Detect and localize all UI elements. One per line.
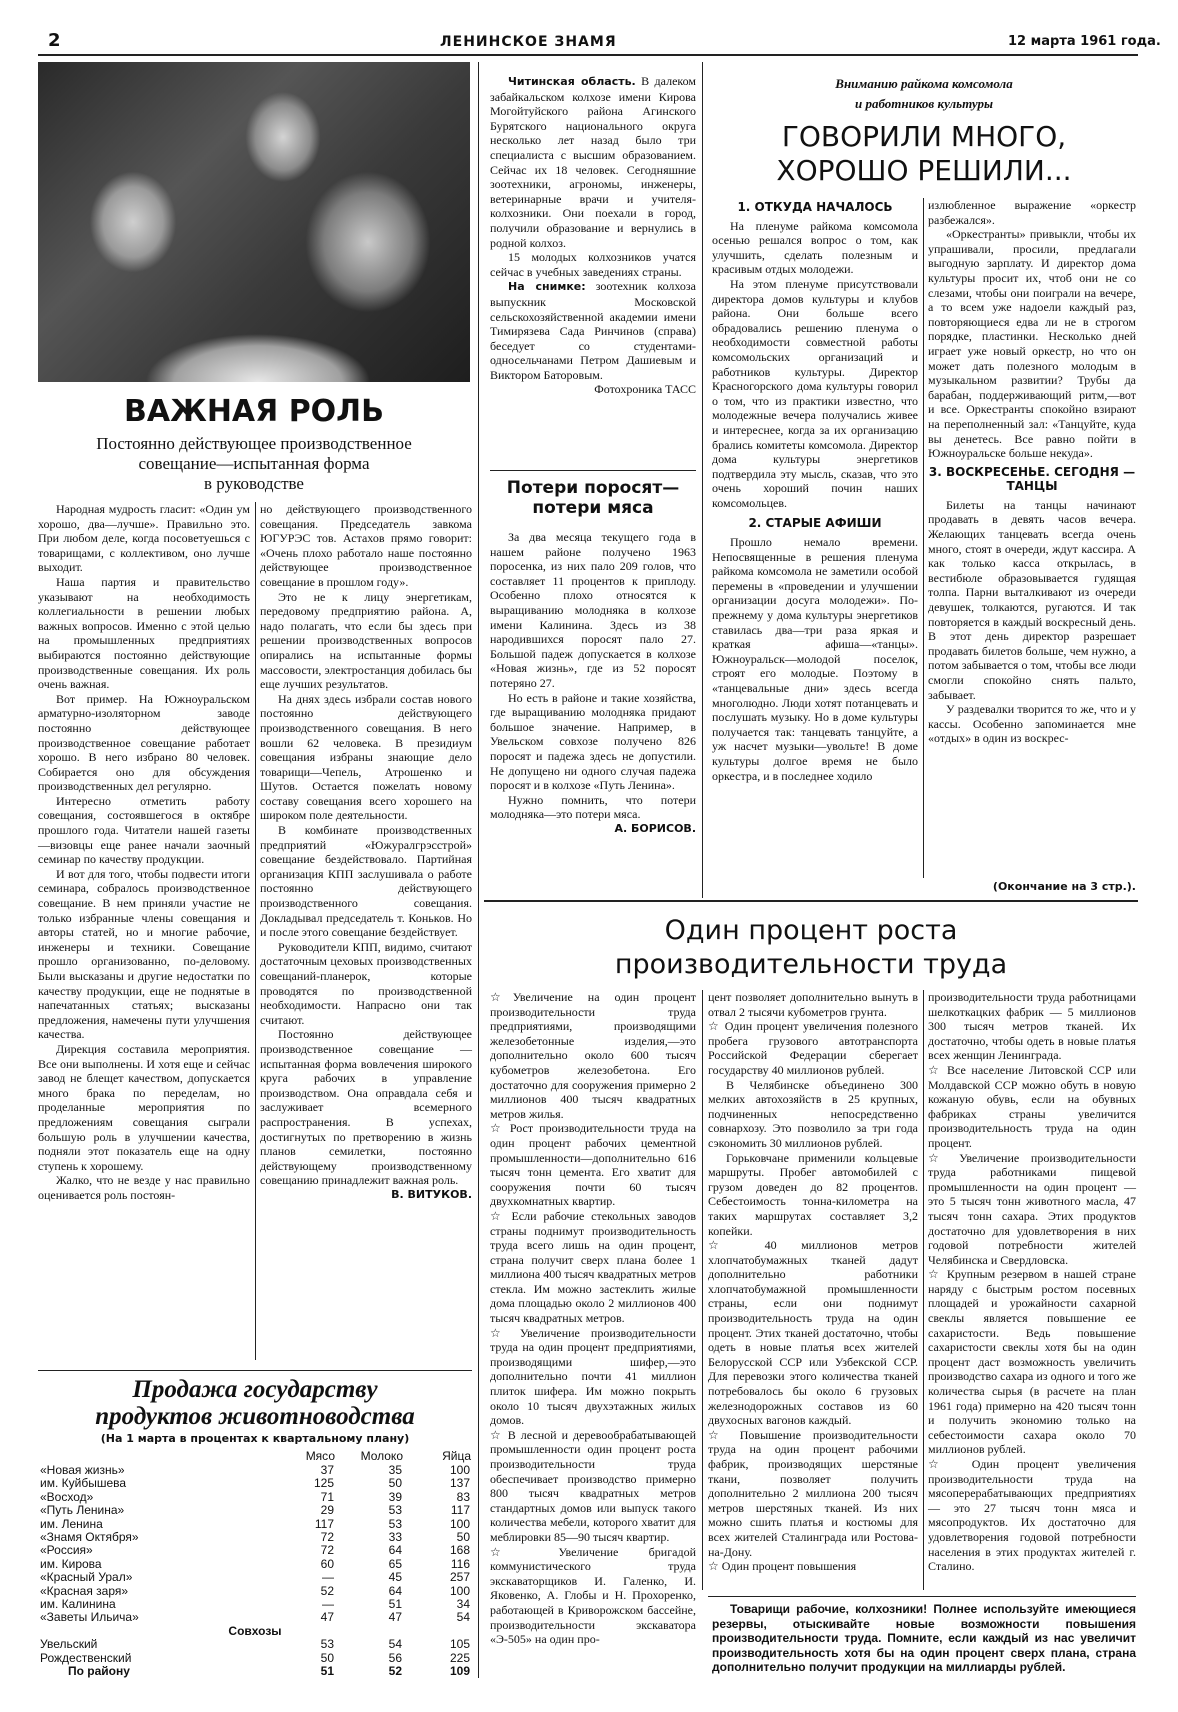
cell-value: 52 <box>388 1664 402 1679</box>
paragraph: В комбинате производственных предприятий «Южуралгрэсстрой» совещание бездействовало. Партийная организация КПП заслушивала о работе постоянно действующего производственного совещания. Докладывал председатель т. Коньков. Но и после этого совещание бездействует. <box>260 823 472 940</box>
table-row <box>38 1477 472 1490</box>
article-subtitle <box>38 434 470 494</box>
cell-value: 39 <box>388 1489 402 1504</box>
vazhnaya-column-1 <box>38 502 250 1360</box>
farm-name: «Красный Урал» <box>40 1570 133 1585</box>
article-title-poteri <box>490 478 696 518</box>
paragraph: Дирекция составила мероприятия. Все они выполнены. И хотя еще и сейчас завод не блещет качеством, допускается много брака по переделам, но проделанные мероприятия по предложениям совещания сыграли большую роль в улучшении качества, подняли этот показатель еще на одну ступень к хорошему. <box>38 1041 250 1173</box>
dateline: Читинская область. <box>508 75 636 88</box>
farm-name: Рождественский <box>40 1650 132 1665</box>
odin-column-2 <box>708 990 918 1590</box>
title-line: производительности труда <box>614 949 1008 980</box>
cell-value: 53 <box>388 1516 402 1531</box>
paragraph: ☆ Один процент повышения <box>708 1559 857 1574</box>
odin-column-1 <box>490 990 696 1647</box>
table-row <box>38 1504 472 1517</box>
table-row <box>38 1571 472 1584</box>
news-photo <box>38 62 470 382</box>
article-author: А. БОРИСОВ. <box>614 821 696 835</box>
farm-name: им. Куйбышева <box>40 1476 127 1491</box>
paragraph: В Челябинске объединено 300 мелких автохозяйств в 25 крупных, подчиненных непосредственно совнархозу. Это позволило за три года сэкономить 30 миллионов рублей. <box>708 1077 918 1150</box>
article-title-govorili <box>712 120 1136 188</box>
section-heading: 2. СТАРЫЕ АФИШИ <box>748 516 882 531</box>
section-rule <box>38 1370 472 1371</box>
table-row <box>38 1464 472 1477</box>
caption-text: зоотехник колхоза выпускник Московской сельскохозяйственной академии имени Тимирязева Сада Ринчинов (справа) беседует со студентами-односельчанами Петром Дашиевым и Виктором Баторовым. <box>490 279 697 382</box>
paragraph: ☆ Увеличение производительности труда на один процент предприятиями, производящими шифер,—это дополнительно почти 41 миллион плиток шифера. Им можно покрыть около 10 тысяч двухэтажных жилых домов. <box>490 1325 696 1428</box>
paragraph: На пленуме райкома комсомола осенью решался вопрос о том, как улучшить, сделать полезным и красивым отдых молодежи. <box>712 218 918 277</box>
column-header: Яйца <box>442 1449 471 1463</box>
cell-value: 64 <box>388 1583 402 1598</box>
cell-value: 117 <box>450 1503 470 1518</box>
cell-value: 51 <box>320 1664 334 1679</box>
table-row <box>38 1652 472 1665</box>
title-line: ГОВОРИЛИ МНОГО, <box>781 120 1067 153</box>
caption-lead: На снимке: <box>508 280 586 294</box>
paragraph: Это не к лицу энергетикам, передовому предприятию района. А, надо полагать, что если бы здесь при решении производственных вопросов опирались на испытанные формы массовости, электростанция добилась бы еще лучших результатов. <box>260 589 472 692</box>
table-total-row <box>38 1665 472 1678</box>
paragraph: Прошло немало времени. Непосвященные в решения пленума райкома комсомола не заметили особой перемены в «проведении и улучшении организации досуга молодежи». По-прежнему у дома культуры энергетиков ставилась два—три раза яркая и краткая афиша—«танцы». Южноуральск—молодой поселок, строят его молодые. Поэтому в «танцевальные дни» здесь всегда многолюдно. Люди хотят потанцевать и послушать музыку. Но в доме культуры получается так: танцевать танцуйте, а уж насчет музыки—увольте! В доме культуры долгое время не было оркестра, и в последнее ходило <box>712 535 918 783</box>
paragraph: но действующего производственного совещания. Председатель завкома ЮГУРЭС тов. Астахов прямо говорит: «Очень плохо работало наше постоянно действующее производственное совещание в прошлом году». <box>260 502 472 589</box>
photo-credit: Фотохроника ТАСС <box>594 382 696 397</box>
table-row <box>38 1598 472 1611</box>
paragraph: Но есть в районе и такие хозяйства, где выращиванию молодняка придают большое значение. Например, в Увельском совхозе получено 826 поросят и падежа здесь не допустили. Не допущено ни одного случая падежа поросят и в колхозе «Путь Ленина». <box>490 690 696 793</box>
issue-date: 12 марта 1961 года. <box>1008 34 1161 49</box>
paragraph: Народная мудрость гласит: «Один ум хорошо, два—лучше». Правильно это. При любом деле, когда посоветуешься с товарищами, с коллективом, оно лучше выходит. <box>38 502 250 575</box>
cell-value: 37 <box>320 1463 334 1477</box>
farm-name: «Восход» <box>40 1489 94 1504</box>
cell-value: 54 <box>456 1610 470 1625</box>
cell-value: 117 <box>314 1516 334 1531</box>
column-rule <box>702 990 703 1590</box>
paragraph: ☆ Все население Литовской ССР или Молдавской ССР можно обуть в новую кожаную обувь, если на обувных фабриках страны увеличится производительность труда на один процент. <box>928 1062 1136 1150</box>
farm-name: им. Кирова <box>40 1556 102 1571</box>
title-line: потери мяса <box>532 498 654 518</box>
paragraph: ☆ В лесной и деревообрабатывающей промышленности один процент роста производительности труда обеспечивает производство примерно 800 тысяч квадратных метров стандартных домов или выпуск такого количества мебели, которого хватит для меблировки 85—90 тысяч квартир. <box>490 1427 696 1544</box>
column-rule <box>478 62 479 1678</box>
cell-value: 125 <box>313 1476 334 1491</box>
farm-name: «Знамя Октября» <box>40 1530 139 1545</box>
chita-article <box>490 74 696 464</box>
cell-value: 257 <box>449 1570 470 1585</box>
table-row <box>38 1491 472 1504</box>
paragraph: ☆Увеличение на один процент производительности труда предприятиями, производящими железобетонные изделия,—это дополнительно около 600 тысяч кубометров железобетона. Его достаточно для сооружения примерно 2 миллионов 400 тысяч квадратных метров жилья. <box>490 990 696 1121</box>
paragraph: ☆ 40 миллионов метров хлопчатобумажных тканей дадут дополнительно работники хлопчатобумажной промышленности страны, если они поднимут производительность труда на один процент. Этих тканей достаточно, чтобы одеть в новые платья всех жителей Белорусской ССР или Узбекской ССР. Для перевозки этого количества тканей потребовалось бы около 6 грузовых железнодорожных составов из 60 двухосных вагонов каждый. <box>708 1238 918 1428</box>
subtitle-line: в руководстве <box>204 474 304 493</box>
cell-value: 47 <box>320 1610 334 1625</box>
table-row <box>38 1531 472 1544</box>
paragraph: Руководители КПП, видимо, считают достаточным цеховых производственных совещаний-планерок, которые проводятся по производственной необходимости. Напрасно они так считают. <box>260 939 472 1027</box>
cell-value: 52 <box>320 1583 334 1598</box>
photo-caption <box>490 279 696 382</box>
column-rule <box>923 990 924 1590</box>
cell-value: 105 <box>449 1637 470 1652</box>
cell-value: — <box>322 1570 334 1585</box>
govorili-column-2 <box>928 198 1136 848</box>
cell-value: 64 <box>388 1543 402 1558</box>
subtitle-line: Постоянно действующее производственное <box>96 434 412 453</box>
cell-value: — <box>322 1597 334 1612</box>
cell-value: 71 <box>320 1489 334 1504</box>
continued-note: (Окончание на 3 стр.). <box>992 880 1136 893</box>
farm-name: им. Ленина <box>40 1516 103 1531</box>
section-rule <box>708 1596 1136 1597</box>
farm-name: «Путь Ленина» <box>40 1503 125 1518</box>
paragraph: На днях здесь избрали состав нового постоянно действующего производственного совещания. В него вошли 62 человека. В президиум совещания избраны знающие дело товарищи—Чепель, Атрошенко и Шутов. Остается пожелать новому составу совещания всего хорошего на широком поле деятельности. <box>260 691 472 823</box>
cell-value: 51 <box>388 1597 402 1612</box>
paragraph: ☆ Увеличение бригадой коммунистического труда экскаваторщиков И. Галенко, И. Яковенко, А. Глобы и Н. Прохоренко, работающей в Криворожском бассейне, производительности экскаватора «Э-505» на один про- <box>490 1544 696 1647</box>
kicker <box>712 74 1136 114</box>
paragraph: На этом пленуме присутствовали директора домов культуры и клубов района. Они больше всего обрадовались решению пленума о необходимости совместной работы комсомольских организаций и работников культуры. Директор Красногорского дома культуры говорил о том, что из практики известно, что молодежные вечера получались живее и интереснее, когда за их организацию брались комитеты комсомола. Директор дома культуры энергетиков подтвердила эту мысль, сказав, что это очень хороший почин наших комсомольцев. <box>712 276 918 510</box>
masthead-rule <box>38 54 1138 56</box>
govorili-column-1 <box>712 198 918 898</box>
table-title <box>38 1376 472 1430</box>
cell-value: 50 <box>456 1530 470 1545</box>
cell-value: 100 <box>449 1516 470 1531</box>
cell-value: 65 <box>388 1556 402 1571</box>
cell-value: 53 <box>320 1637 334 1652</box>
cell-value: 47 <box>388 1610 402 1625</box>
paragraph: И вот для того, чтобы подвести итоги семинара, собралось производственное совещание. В нем приняли участие не только избранные члены совещания и авторы статей, но и многие рабочие, инженеры и техники. Совещание прошло организованно, по-деловому. Были высказаны и другие недостатки по качеству продукции, еще не поднятые в напечатанных статьях; высказаны предложения, намечены пути улучшения качества. <box>38 866 250 1042</box>
table-group-row <box>38 1625 472 1638</box>
paragraph <box>490 74 696 250</box>
column-rule <box>923 198 924 878</box>
paragraph: Наша партия и правительство указывают на необходимость коллегиальности в решении любых важных вопросов. Именно с этой целью на промышленных предприятиях выбираются постоянно действующие производственные совещания. Их роль очень важная. <box>38 574 250 692</box>
cell-value: 100 <box>449 1463 470 1477</box>
cell-value: 83 <box>456 1489 470 1504</box>
section-heading: 1. ОТКУДА НАЧАЛОСЬ <box>737 200 893 214</box>
table-row <box>38 1558 472 1571</box>
paragraph: Интересно отметить работу совещания, состоявшегося в октябре прошлого года. Читатели нашей газеты—визовцы еще ранее начали заочный семинар по качеству продукции. <box>38 793 250 867</box>
farm-name: «Новая жизнь» <box>40 1463 125 1477</box>
column-header: Молоко <box>360 1449 403 1463</box>
paragraph: ☆ Увеличение производительности труда работниками пищевой промышленности на один процент — это 5 тысяч тонн животного масла, 47 тысяч тонн сахара. Этих продуктов достаточно для удовлетворения в них годовой потребности жителей Челябинска и Свердловска. <box>928 1150 1136 1267</box>
newspaper-name: ЛЕНИНСКОЕ ЗНАМЯ <box>440 34 617 50</box>
paragraph: производительности труда работницами шелкоткацких фабрик — 5 миллионов 300 тысяч метров тканей. Их достаточно, чтобы одеть в новые платья всех женщин Ленинграда. <box>928 990 1136 1063</box>
cell-value: 100 <box>449 1583 470 1598</box>
page-number: 2 <box>48 30 61 51</box>
cell-value: 50 <box>320 1650 334 1665</box>
vazhnaya-column-2 <box>260 502 472 1360</box>
table-header-row <box>38 1448 472 1464</box>
column-rule <box>702 62 703 898</box>
paragraph: 15 молодых колхозников учатся сейчас в учебных заведениях страны. <box>490 250 696 279</box>
paragraph: Вот пример. На Южноуральском арматурно-изоляторном заводе постоянно действующее производственное совещание работает хорошо. В него избрано 80 человек. Собирается оно для обсуждения производственных дел регулярно. <box>38 691 250 794</box>
paragraph: Нужно помнить, что потери молодняка—это потери мяса. <box>490 792 696 822</box>
section-heading: 3. ВОСКРЕСЕНЬЕ. СЕГОДНЯ — ТАНЦЫ <box>928 464 1136 494</box>
cell-value: 45 <box>388 1570 402 1585</box>
cell-value: 54 <box>388 1637 402 1652</box>
paragraph: «Оркестранты» привыкли, чтобы их упрашивали, просили, предлагали выгодную зарплату. И директор дома культуры просит их, чтоб они не со слезами, чтобы они поиграли на вечере, а то всем уже надоели каждый раз, повторяющиеся едва ли не в строгом порядке, пластинки. Несколько дней играет уже новый оркестр, но что он может дать полезного молодым в музыкальном развитии? Трубы да барабан, поддерживающий ритм,—вот и все. Оркестранты спокойно взирают на переполненный зал: «Танцуйте, куда вы денетесь. Все равно пойти в Южноуральске больше некуда». <box>928 227 1136 461</box>
table-row <box>38 1638 472 1651</box>
paragraph: ☆ Рост производительности труда на один процент рабочих цементной промышленности—дополнительно 616 тысяч тонн цемента. Его хватит для сооружения почти 60 тысяч двухкомнатных квартир. <box>490 1121 696 1209</box>
paragraph: За два месяца текущего года в нашем районе получено 1963 поросенка, из них пало 209 голов, что составляет 11 процентов к приплоду. Особенно плохо относятся к выращиванию молодняка в колхозе имени Калинина. Здесь из 38 народившихся поросят пало 27. Большой падеж допускается в колхозе «Новая жизнь», где из 52 поросят потеряно 27. <box>490 530 696 690</box>
chita-text: В далеком забайкальском колхозе имени Кирова Могойтуйского района Агинского Бурятского национального округа несколько лет назад было три специалиста с высшим образованием. Сейчас их 18 человек. Сегодняшние зоотехники, агрономы, инженеры, ветеринарные врачи и учителя-колхозники. Они поехали в город, получили образование и вернулись в родной колхоз. <box>490 74 696 250</box>
table-row <box>38 1544 472 1557</box>
kicker-line: Вниманию райкома комсомола <box>835 76 1013 91</box>
farm-name: «Россия» <box>40 1543 93 1558</box>
paragraph: ☆ Один процент увеличения производительности труда на мясоперерабатывающих предприятиях — это 27 тысяч тонн мяса и мясопродуктов. Их достаточно для удовлетворения годовой потребности населения в этих продуктах жителей г. Сталино. <box>928 1457 1136 1574</box>
article-title-vazhnaya-rol: ВАЖНАЯ РОЛЬ <box>124 394 384 429</box>
paragraph: Жалко, что не везде у нас правильно оценивается роль постоян- <box>38 1173 250 1202</box>
table-row <box>38 1611 472 1624</box>
cell-value: 50 <box>388 1476 402 1491</box>
livestock-sales-table <box>38 1448 472 1679</box>
paragraph: Постоянно действующее производственное совещание — испытанная форма вовлечения широкого круга рабочих в управление производством. Она оправдала себя и заслуживает всемерного распространения. В успехах, достигнутых по претворению в жизнь планов семилетки, постоянно действующему производственному совещанию принадлежит важная роль. <box>260 1027 472 1188</box>
title-line: Потери поросят— <box>506 478 680 498</box>
cell-value: 33 <box>388 1530 402 1545</box>
farm-name: Увельский <box>40 1637 98 1652</box>
subtitle-line: совещание—испытанная форма <box>138 454 370 473</box>
cell-value: 116 <box>450 1556 470 1571</box>
paragraph: ☆ Крупным резервом в нашей стране наряду с быстрым ростом посевных площадей и урожайности сахарной свеклы является повышение ее сахаристости. Ведь повышение сахаристости свеклы хотя бы на один процент даст возможность увеличить производство сахара из одного и того же количества сырья (в расчете на план 1961 года) примерно на 420 тысяч тонн и получить экономию только на себестоимости сахара около 70 миллионов рублей. <box>928 1267 1136 1457</box>
cell-value: 72 <box>320 1543 334 1558</box>
cell-value: 72 <box>320 1530 334 1545</box>
total-label: По району <box>68 1664 130 1679</box>
odin-column-3 <box>928 990 1136 1590</box>
paragraph: цент позволяет дополнительно вынуть в отвал 2 тысячи кубометров грунта. <box>708 990 918 1019</box>
cell-value: 29 <box>320 1503 334 1518</box>
column-header: Мясо <box>305 1449 335 1463</box>
cell-value: 34 <box>456 1597 470 1612</box>
title-line: Один процент роста <box>664 915 958 946</box>
paragraph: Горьковчане применили кольцевые маршруты. Пробег автомобилей с грузом доведен до 82 процентов. Себестоимость тонна-километра на таких маршрутах составляет 3,2 копейки. <box>708 1150 918 1238</box>
section-rule <box>490 470 696 471</box>
article-title-odin-procent <box>484 914 1138 982</box>
cell-value: 109 <box>449 1664 470 1679</box>
cell-value: 168 <box>449 1543 470 1558</box>
table-row <box>38 1585 472 1598</box>
section-rule <box>484 900 1138 902</box>
farm-name: «Заветы Ильича» <box>40 1610 139 1625</box>
cell-value: 60 <box>320 1556 334 1571</box>
table-subtitle: (На 1 марта в процентах к квартальному плану) <box>100 1432 410 1445</box>
paragraph: Билеты на танцы начинают продавать в девять часов вечера. Желающих танцевать всегда очень много, стоят в очереди, ждут кассира. А как только касса открылась, в вестибюле образовывается гудящая толпа. Парни выталкивают из очереди девушек, толкаются, ругаются. И так повторяется в каждый воскресный день. В этот день директор разрешает продавать билетов больше, чем нужно, а потом забывается о том, чтобы все люди смогли спокойно снять пальто, забывает. <box>928 497 1136 702</box>
group-label: Совхозы <box>228 1623 282 1638</box>
paragraph: ☆ Если рабочие стекольных заводов страны поднимут производительность труда всего лишь на один процент, страна получит сверх плана более 1 миллиона 400 тысяч квадратных метров стекла. Им можно застеклить жилые дома площадью около 2 миллионов 400 тысяч квадратных метров. <box>490 1208 696 1326</box>
table-title-line: продуктов животноводства <box>95 1403 415 1430</box>
paragraph: У раздевалки творится то же, что и у кассы. Особенно запоминается мне «отдых» в один из воскрес- <box>928 702 1136 746</box>
article-author: В. ВИТУКОВ. <box>391 1187 472 1201</box>
appeal-text: Товарищи рабочие, колхозники! Полнее используйте имеющиеся резервы, отыскивайте новые возможности повышения производительности труда. Помните, если каждый из нас увеличит производительность хотя бы на один процент сверх плана, страна дополнительно получит продукции на миллиарды рублей. <box>712 1602 1136 1675</box>
paragraph: излюбленное выражение «оркестр разбежался». <box>928 198 1136 227</box>
table-row <box>38 1518 472 1531</box>
cell-value: 225 <box>449 1650 470 1665</box>
cell-value: 56 <box>388 1650 402 1665</box>
cell-value: 137 <box>449 1476 470 1491</box>
paragraph: ☆ Один процент увеличения полезного пробега грузового автотранспорта Российской Федерации сберегает государству 40 миллионов рублей. <box>708 1019 918 1077</box>
paragraph: ☆ Повышение производительности труда на один процент рабочими фабрик, производящих шерстяные ткани, позволяет получить дополнительно 2 миллиона 200 тысяч метров шерстяных тканей. Из них можно сшить платья и костюмы для всех жителей Сталинграда или Ростова-на-Дону. <box>708 1427 918 1559</box>
kicker-line: и работников культуры <box>854 96 994 111</box>
cell-value: 35 <box>388 1463 402 1477</box>
column-rule <box>255 502 256 1360</box>
cell-value: 53 <box>388 1503 402 1518</box>
farm-name: «Красная заря» <box>40 1583 129 1598</box>
table-title-line: Продажа государству <box>132 1376 378 1403</box>
title-line: ХОРОШО РЕШИЛИ... <box>776 154 1072 187</box>
farm-name: им. Калинина <box>40 1597 116 1612</box>
poteri-article <box>490 530 696 898</box>
